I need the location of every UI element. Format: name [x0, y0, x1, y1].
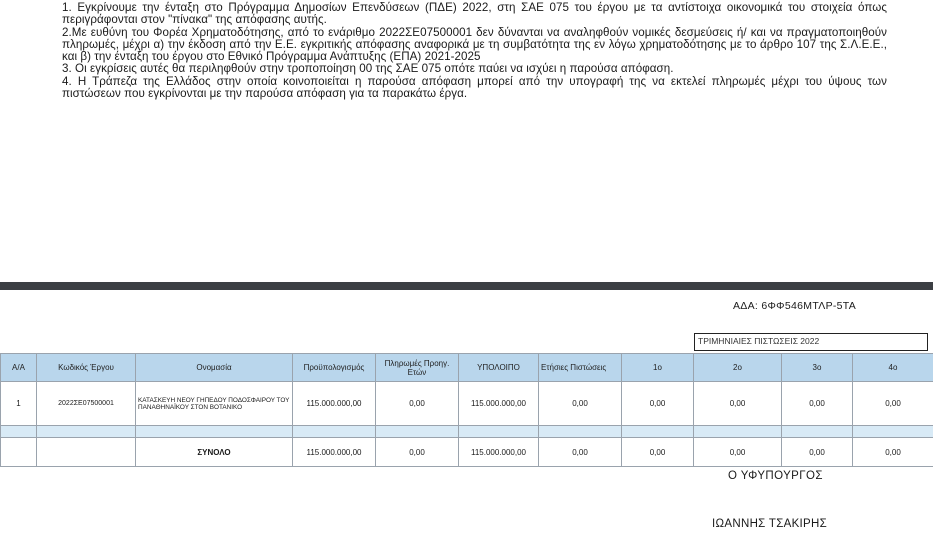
spacer-cell: [694, 426, 782, 438]
cell-aa: 1: [1, 382, 37, 426]
table-row: [1, 382, 933, 426]
signatory-title: Ο ΥΦΥΠΟΥΡΓΟΣ: [728, 470, 823, 482]
total-q3: 0,00: [782, 438, 853, 467]
header-q2: 2ο: [694, 354, 782, 382]
cell-q3: 0,00: [782, 382, 853, 426]
spacer-cell: [459, 426, 539, 438]
header-q1: 1ο: [622, 354, 694, 382]
spacer-cell: [782, 426, 853, 438]
spacer-cell: [539, 426, 622, 438]
spacer-cell: [1, 426, 37, 438]
ada-code: ΑΔΑ: 6ΦΦ546ΜΤΛΡ-5ΤΑ: [733, 300, 857, 312]
table-header-row: [1, 354, 933, 382]
header-q4: 4ο: [853, 354, 933, 382]
cell-code: 2022ΣΕ07500001: [37, 382, 136, 426]
spacer-cell: [136, 426, 293, 438]
spacer-cell: [853, 426, 933, 438]
cell-remaining: 115.000.000,00: [459, 382, 539, 426]
total-q1: 0,00: [622, 438, 694, 467]
total-q2: 0,00: [694, 438, 782, 467]
paragraph-4: 4. Η Τράπεζα της Ελλάδος στην οποία κοινοποιείται η παρούσα απόφαση μπορεί από την υπογραφή της να εκτελεί πληρωμές μέχρι του ύψους των πιστώσεων που εγκρίνονται με την παρούσα απόφαση για τα παρακάτω έργα.: [62, 74, 887, 101]
header-name: Ονομασία: [136, 354, 293, 382]
total-prev-payments: 0,00: [376, 438, 459, 467]
header-budget: Προϋπολογισμός: [293, 354, 376, 382]
total-label: ΣΥΝΟΛΟ: [136, 438, 293, 467]
total-annual: 0,00: [539, 438, 622, 467]
total-remaining: 115.000.000,00: [459, 438, 539, 467]
cell-prev-payments: 0,00: [376, 382, 459, 426]
page-divider: [0, 282, 933, 290]
cell-q4: 0,00: [853, 382, 933, 426]
spacer-cell: [37, 426, 136, 438]
trimester-header-box: ΤΡΙΜΗΝΙΑΙΕΣ ΠΙΣΤΩΣΕΙΣ 2022: [694, 333, 928, 351]
header-code: Κωδικός Έργου: [37, 354, 136, 382]
decision-text: [62, 2, 887, 100]
header-prev-payments: Πληρωμές Προηγ. Ετών: [376, 354, 459, 382]
paragraph-2: 2.Με ευθύνη του Φορέα Χρηματοδότησης, από το ενάριθμο 2022ΣΕ07500001 δεν δύνανται να αναληφθούν νομικές δεσμεύσεις ή/ και να πραγματοποιηθούν πληρωμές, μέχρι α) την έκδοση από την Ε.Ε. εγκριτικής απόφασης αναφορικά με τη συμβατότητα της εν λόγω χρηματοδότησης με το άρθρο 107 της Σ.Λ.Ε.Ε., και β) την ένταξη του έργου στο Εθνικό Πρόγραμμα Ανάπτυξης (ΕΠΑ) 2021-2025: [62, 25, 887, 64]
header-aa: Α/Α: [1, 354, 37, 382]
cell-q1: 0,00: [622, 382, 694, 426]
spacer-cell: [376, 426, 459, 438]
cell-budget: 115.000.000,00: [293, 382, 376, 426]
total-row: [1, 438, 933, 467]
total-budget: 115.000.000,00: [293, 438, 376, 467]
table-spacer-row: [1, 426, 933, 438]
total-q4: 0,00: [853, 438, 933, 467]
cell-annual: 0,00: [539, 382, 622, 426]
budget-table: [0, 353, 933, 467]
signatory-name: ΙΩΑΝΝΗΣ ΤΣΑΚΙΡΗΣ: [712, 518, 828, 530]
header-q3: 3ο: [782, 354, 853, 382]
cell-name: ΚΑΤΑΣΚΕΥΗ ΝΕΟΥ ΓΗΠΕΔΟΥ ΠΟΔΟΣΦΑΙΡΟΥ ΤΟΥ ΠΑΝΑΘΗΝΑΪΚΟΥ ΣΤΟΝ ΒΟΤΑΝΙΚΟ: [136, 382, 293, 426]
paragraph-1: 1. Εγκρίνουμε την ένταξη στο Πρόγραμμα Δημοσίων Επενδύσεων (ΠΔΕ) 2022, στη ΣΑΕ 075 του έργου με τα αντίστοιχα οικονομικά του στοιχεία όπως περιγράφονται στον "πίνακα" της απόφασης αυτής.: [62, 1, 887, 27]
paragraph-3: 3. Οι εγκρίσεις αυτές θα περιληφθούν στην τροποποίηση 00 της ΣΑΕ 075 οπότε παύει να ισχύει η παρούσα απόφαση.: [62, 62, 674, 76]
spacer-cell: [293, 426, 376, 438]
header-remaining: ΥΠΟΛΟΙΠΟ: [459, 354, 539, 382]
total-empty-code: [37, 438, 136, 467]
cell-q2: 0,00: [694, 382, 782, 426]
total-empty-aa: [1, 438, 37, 467]
spacer-cell: [622, 426, 694, 438]
header-annual: Ετήσιες Πιστώσεις: [539, 354, 622, 382]
